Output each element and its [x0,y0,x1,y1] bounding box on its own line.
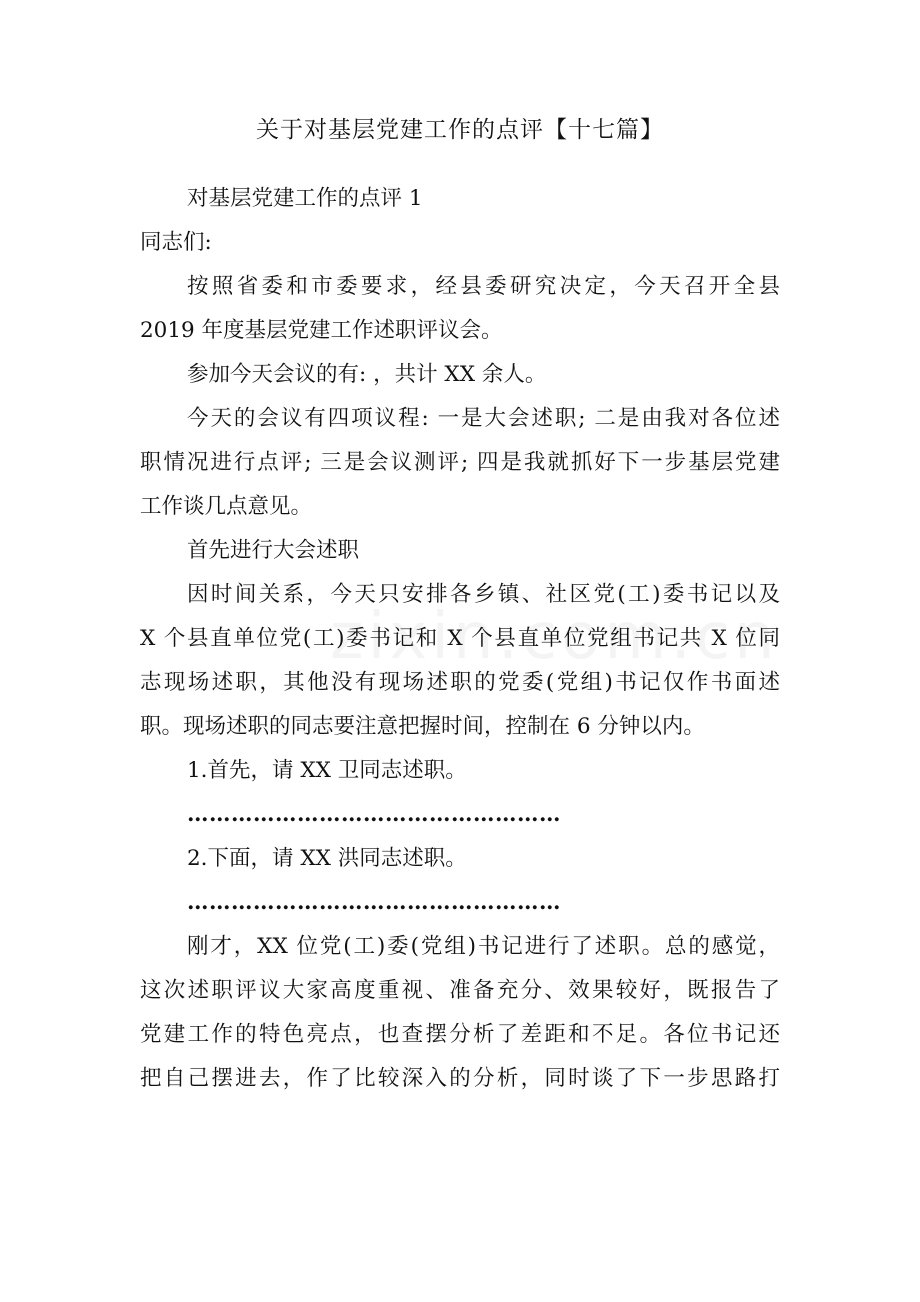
paragraph-line: 党建工作的特色亮点，也查摆分析了差距和不足。各位书记还 [140,1022,780,1047]
paragraph-line: 参加今天会议的有: ，共计 XX 余人。 [187,362,547,387]
paragraph-line: 这次述职评议大家高度重视、准备充分、效果较好，既报告了 [140,978,780,1003]
paragraph-line: 把自己摆进去，作了比较深入的分析，同时谈了下一步思路打 [140,1066,780,1091]
document-title: 关于对基层党建工作的点评【十七篇】 [256,117,664,143]
list-item: 1.首先，请 XX 卫同志述职。 [187,758,467,783]
subheading: 首先进行大会述职 [187,538,360,563]
paragraph-line: 志现场述职，其他没有现场述职的党委(党组)书记仅作书面述 [140,670,780,695]
paragraph-line: 工作谈几点意见。 [140,494,313,519]
paragraph-line: 刚才，XX 位党(工)委(党组)书记进行了述职。总的感觉， [187,934,780,959]
paragraph-line: 职情况进行点评; 三是会议测评; 四是我就抓好下一步基层党建 [140,450,780,475]
paragraph-line: 今天的会议有四项议程: 一是大会述职; 二是由我对各位述 [187,406,780,431]
paragraph-line: 按照省委和市委要求，经县委研究决定，今天召开全县 [187,274,780,299]
paragraph-line: 2019 年度基层党建工作述职评议会。 [140,318,503,343]
paragraph-line: X 个县直单位党(工)委书记和 X 个县直单位党组书记共 X 位同 [140,626,780,651]
section-heading: 对基层党建工作的点评 1 [187,186,423,211]
paragraph-line: 职。现场述职的同志要注意把握时间，控制在 6 分钟以内。 [140,714,705,739]
list-item: 2.下面，请 XX 洪同志述职。 [187,846,467,871]
ellipsis-line: …………………………………………… [187,802,561,827]
paragraph-line: 因时间关系，今天只安排各乡镇、社区党(工)委书记以及 [187,582,780,607]
salutation: 同志们: [140,230,212,255]
ellipsis-line: …………………………………………… [187,890,561,915]
document-body [140,177,780,1101]
